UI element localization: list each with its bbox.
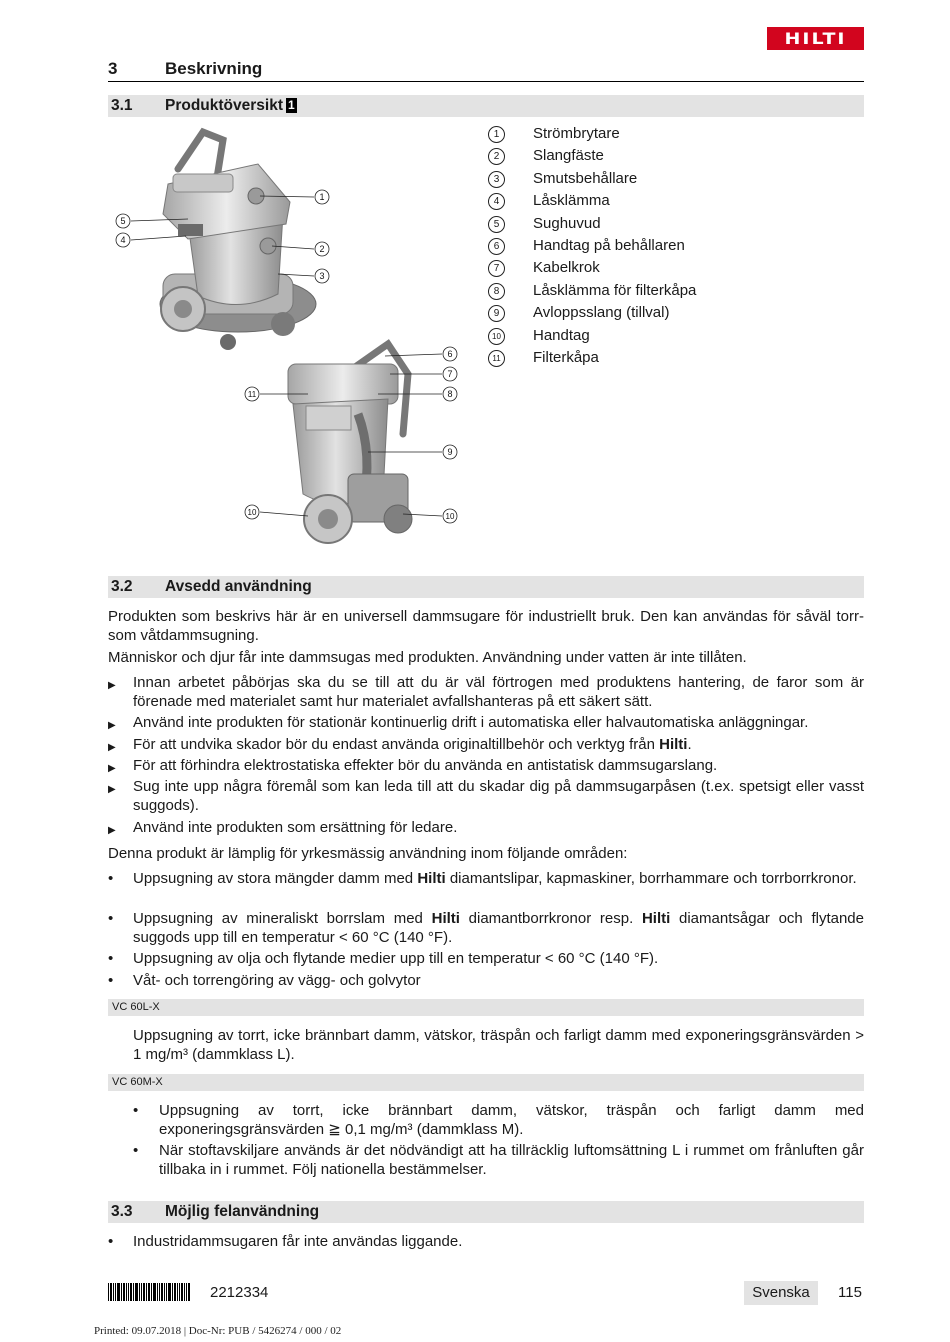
use-item: • Uppsugning av mineraliskt borrslam med Hilti diamantborrkronor resp. Hilti diamantsågar och flytande suggods upp till en temperatur < 60 °C (140 °F). xyxy=(108,910,864,946)
vacuum-front-view xyxy=(160,132,316,350)
misuse-item: • Industridammsugaren får inte användas liggande. xyxy=(108,1233,463,1250)
legend-item: 6 Handtag på behållaren xyxy=(488,236,868,258)
section-title: Produktöversikt 1 xyxy=(165,97,295,114)
svg-text:2: 2 xyxy=(319,244,325,254)
warning-item: ▶ För att förhindra elektrostatiska effekter bör du använda en antistatisk dammsugarslang. xyxy=(108,757,718,774)
model-m-item: • När stoftavskiljare används är det nödvändigt att ha tillräcklig luftomsättning L i rummet om frånluften går tillbaka in i rummet. Följ nationella bestämmelser. xyxy=(133,1142,864,1178)
callouts xyxy=(116,190,457,523)
legend-item: 2 Slangfäste xyxy=(488,146,868,168)
use-item: • Uppsugning av stora mängder damm med Hilti diamantslipar, kapmaskiner, borrhammare och torrborrkronor. xyxy=(108,870,857,887)
chapter-number: 3 xyxy=(108,59,118,78)
language-label: Svenska xyxy=(744,1281,818,1305)
paragraph: Människor och djur får inte dammsugas med produkten. Användning under vatten är inte tillåten. xyxy=(108,649,747,666)
warning-item: ▶ Använd inte produkten som ersättning för ledare. xyxy=(108,819,458,836)
section-heading-3-1 xyxy=(108,95,864,117)
use-item: • Våt- och torrengöring av vägg- och golvytor xyxy=(108,972,421,989)
legend-item: 3 Smutsbehållare xyxy=(488,169,868,191)
model-bar-l: VC 60L-X xyxy=(108,999,864,1016)
model-bar-m: VC 60M-X xyxy=(108,1074,864,1091)
svg-text:10: 10 xyxy=(247,508,257,517)
svg-text:6: 6 xyxy=(447,349,453,359)
svg-text:8: 8 xyxy=(447,389,453,399)
hilti-logo: HILTI xyxy=(767,27,864,50)
section-number: 3.1 xyxy=(111,97,133,114)
callout-numbers xyxy=(120,192,455,521)
section-heading-3-2: 3.2 Avsedd användning xyxy=(108,576,864,598)
use-item: • Uppsugning av olja och flytande medier upp till en temperatur < 60 °C (140 °F). xyxy=(108,950,659,967)
figure-ref: 1 xyxy=(288,98,295,112)
svg-text:3: 3 xyxy=(319,271,325,281)
legend-list xyxy=(488,124,868,370)
paragraph: Denna produkt är lämplig för yrkesmässig användning inom följande områden: xyxy=(108,845,628,862)
legend-item: 11 Filterkåpa xyxy=(488,348,868,370)
svg-text:7: 7 xyxy=(447,369,453,379)
svg-text:5: 5 xyxy=(120,216,126,226)
model-m-item: • Uppsugning av torrt, icke brännbart damm, vätskor, träspån och farligt damm med exponeringsgränsvärden ≧ 0,1 mg/m³ (dammklass M). xyxy=(133,1102,864,1138)
legend-item: 10 Handtag xyxy=(488,326,868,348)
legend-item: 5 Sughuvud xyxy=(488,214,868,236)
print-info: Printed: 09.07.2018 | Doc-Nr: PUB / 5426274 / 000 / 02 xyxy=(94,1325,342,1337)
warning-item: ▶ Använd inte produkten för stationär kontinuerlig drift i automatiska eller halvautomatiska anläggningar. xyxy=(108,714,809,731)
warning-item: ▶ Innan arbetet påbörjas ska du se till att du är väl förtrogen med produktens hantering, de faror som är förenade med materialet samt hur materialet avfallshanteras på ett säkert sätt. xyxy=(108,674,864,710)
model-l-text: Uppsugning av torrt, icke brännbart damm, vätskor, träspån och farligt damm med exponeringsgränsvärden > 1 mg/m³ (dammklass L). xyxy=(133,1027,864,1063)
svg-text:10: 10 xyxy=(445,512,455,521)
chapter-heading xyxy=(108,57,864,82)
chapter-title: Beskrivning xyxy=(165,59,263,78)
svg-text:9: 9 xyxy=(447,447,453,457)
warning-item: ▶ För att undvika skador bör du endast använda originaltillbehör och verktyg från Hilti. xyxy=(108,736,692,753)
legend-item: 4 Låsklämma xyxy=(488,191,868,213)
doc-code: 2212334 xyxy=(210,1284,269,1301)
warning-item: ▶ Sug inte upp några föremål som kan leda till att du skadar dig på dammsugarpåsen (t.ex. spetsigt eller vasst suggods). xyxy=(108,778,864,814)
paragraph: Produkten som beskrivs här är en universell dammsugare för industriellt bruk. Den kan användas för såväl torr- som våtdammsugning. xyxy=(108,608,864,644)
legend-item: 9 Avloppsslang (tillval) xyxy=(488,303,868,325)
svg-text:1: 1 xyxy=(319,192,325,202)
svg-text:4: 4 xyxy=(120,235,126,245)
page-number: 115 xyxy=(838,1284,862,1301)
section-heading-3-3: 3.3 Möjlig felanvändning xyxy=(108,1201,864,1223)
legend-item: 1 Strömbrytare xyxy=(488,124,868,146)
product-illustration xyxy=(108,124,468,554)
legend-item: 7 Kabelkrok xyxy=(488,258,868,280)
legend-item: 8 Låsklämma för filterkåpa xyxy=(488,281,868,303)
barcode xyxy=(108,1283,190,1301)
svg-text:11: 11 xyxy=(247,390,257,399)
